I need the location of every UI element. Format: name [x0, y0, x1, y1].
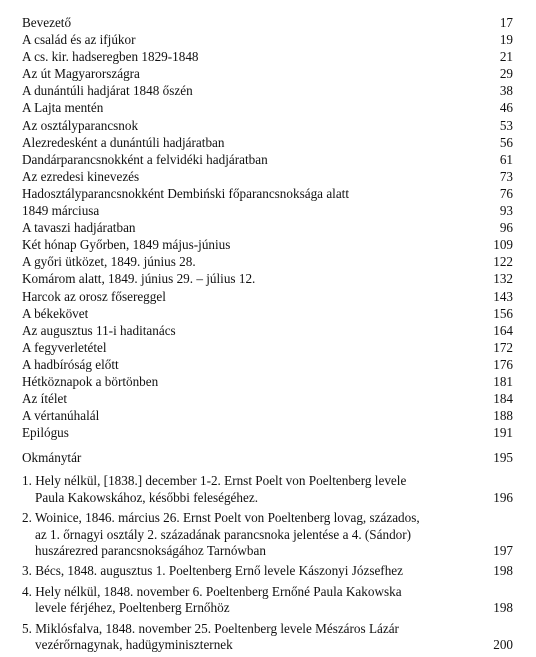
- toc-entry-page: 156: [493, 305, 513, 321]
- toc-entry-title: A tavaszi hadjáratban: [22, 220, 136, 236]
- section-title: Okmánytár: [22, 450, 82, 466]
- toc-entry-title: A békekövet: [22, 305, 89, 321]
- document-entry-text: [22, 621, 399, 654]
- toc-entry: [22, 322, 513, 339]
- document-entry: [22, 584, 513, 617]
- toc-entry-page: 17: [499, 15, 513, 30]
- toc-entry-title: A cs. kir. hadseregben 1829-1848: [22, 49, 199, 65]
- toc-entry-page: 184: [493, 391, 513, 407]
- document-entry-text: [22, 473, 406, 506]
- toc-section-heading: [22, 449, 513, 466]
- document-entry: [22, 510, 513, 559]
- toc-entry: [22, 117, 513, 134]
- toc-entry-page: 73: [499, 168, 513, 184]
- toc-entry-title: A Lajta mentén: [22, 100, 104, 116]
- toc-entry-page: 122: [493, 254, 513, 270]
- toc-entry: [22, 65, 513, 82]
- document-entry-line: 3. Bécs, 1848. augusztus 1. Poeltenberg Ernő levele Kászonyi Józsefhez: [22, 563, 403, 579]
- toc-entry-title: A dunántúli hadjárat 1848 őszén: [22, 83, 193, 99]
- document-entry-page: 198: [493, 600, 513, 616]
- toc-entry-title: Az ezredesi kinevezés: [22, 168, 140, 184]
- toc-entry: [22, 236, 513, 253]
- toc-entry-title: Bevezető: [22, 15, 72, 30]
- toc-entry: [22, 373, 513, 390]
- toc-entry: [22, 31, 513, 48]
- toc-entry-page: 109: [493, 237, 513, 253]
- toc-entry-page: 143: [493, 288, 513, 304]
- toc-entry: [22, 219, 513, 236]
- toc-entry-page: 96: [499, 220, 513, 236]
- toc-entry-page: 93: [499, 203, 513, 219]
- toc-entry: [22, 390, 513, 407]
- toc-entry-title: Epilógus: [22, 425, 69, 441]
- toc-entry-page: 46: [499, 100, 513, 116]
- document-entry-page: 198: [493, 563, 513, 579]
- toc-entry-page: 172: [493, 339, 513, 355]
- toc-entry-page: 38: [499, 83, 513, 99]
- document-entry-line: 1. Hely nélkül, [1838.] december 1-2. Ernst Poelt von Poeltenberg levele: [22, 473, 407, 489]
- toc-entry-page: 29: [499, 66, 513, 82]
- toc-entry: [22, 134, 513, 151]
- toc-entry: [22, 14, 513, 31]
- toc-entry-page: 164: [493, 322, 513, 338]
- toc-entry-title: 1849 márciusa: [22, 203, 100, 219]
- toc-entry: [22, 305, 513, 322]
- toc-entry: [22, 99, 513, 116]
- document-entry-line: 5. Miklósfalva, 1848. november 25. Poeltenberg levele Mészáros Lázár: [22, 620, 399, 636]
- document-entry-text: [22, 563, 403, 579]
- toc-entry-title: Dandárparancsnokként a felvidéki hadjáratban: [22, 151, 268, 167]
- toc-entry-page: 181: [493, 373, 513, 389]
- toc-entry-title: Az augusztus 11-i haditanács: [22, 322, 176, 338]
- toc-entry: [22, 82, 513, 99]
- toc-entry-title: Komárom alatt, 1849. június 29. – július 12.: [22, 271, 256, 287]
- document-entry-line: 4. Hely nélkül, 1848. november 6. Poeltenberg Ernőné Paula Kakowska: [22, 583, 402, 599]
- document-entry-text: [22, 510, 420, 559]
- document-entry: [22, 473, 513, 506]
- toc-entry-page: 21: [499, 49, 513, 65]
- toc-entry-title: A győri ütközet, 1849. június 28.: [22, 254, 196, 270]
- toc-entry: [22, 288, 513, 305]
- toc-entry-page: 53: [499, 117, 513, 133]
- toc-entry-title: A család és az ifjúkor: [22, 32, 136, 48]
- toc-document-list: [22, 473, 513, 653]
- toc-entry: [22, 253, 513, 270]
- document-entry-page: 196: [493, 489, 513, 505]
- toc-entry-title: Hétköznapok a börtönben: [22, 373, 159, 389]
- document-entry-line: levele férjéhez, Poeltenberg Ernőhöz: [35, 600, 230, 616]
- toc-entry-title: Alezredesként a dunántúli hadjáratban: [22, 134, 225, 150]
- toc-entry: [22, 356, 513, 373]
- document-entry-text: [22, 584, 402, 617]
- toc-entry: [22, 168, 513, 185]
- toc-entry-title: Az ítélet: [22, 391, 68, 407]
- toc-entry-page: 61: [499, 151, 513, 167]
- toc-entry-title: A hadbíróság előtt: [22, 356, 119, 372]
- document-entry-page: 197: [493, 542, 513, 558]
- toc-entry-title: A fegyverletétel: [22, 339, 107, 355]
- document-entry-line: Paula Kakowskához, későbbi feleségéhez.: [35, 489, 259, 505]
- toc-entry: [22, 270, 513, 287]
- document-entry: [22, 621, 513, 654]
- toc-entry-page: 19: [499, 32, 513, 48]
- document-entry-line: huszárezred parancsnokságához Tarnówban: [35, 542, 266, 558]
- toc-entry: [22, 185, 513, 202]
- document-entry-line: 2. Woinice, 1846. március 26. Ernst Poelt von Poeltenberg lovag, százados,: [22, 510, 420, 526]
- toc-entry-title: Harcok az orosz fősereggel: [22, 288, 166, 304]
- toc-entry-page: 191: [493, 425, 513, 441]
- document-entry-line: az 1. őrnagyi osztály 2. századának parancsnoka jelentése a 4. (Sándor): [35, 526, 412, 542]
- toc-entry-title: Két hónap Győrben, 1849 május-június: [22, 237, 231, 253]
- toc-entry-page: 188: [493, 408, 513, 424]
- toc-entry: [22, 424, 513, 441]
- toc-entry-title: A vértanúhalál: [22, 408, 100, 424]
- toc-entry-title: Hadosztályparancsnokként Dembiński főparancsnoksága alatt: [22, 185, 350, 201]
- toc-entry-title: Az osztályparancsnok: [22, 117, 139, 133]
- toc-entry-page: 176: [493, 356, 513, 372]
- toc-entry-page: 76: [499, 185, 513, 201]
- document-entry-page: 200: [493, 637, 513, 652]
- document-entry-line: vezérőrnagynak, hadügyminiszternek: [35, 637, 233, 652]
- toc-entry: [22, 48, 513, 65]
- toc-entry-page: 132: [493, 271, 513, 287]
- toc-entry: [22, 202, 513, 219]
- toc-entry: [22, 151, 513, 168]
- toc-entry-page: 56: [499, 134, 513, 150]
- section-page: 195: [493, 450, 513, 466]
- toc-entry: [22, 339, 513, 356]
- toc-entry-title: Az út Magyarországra: [22, 66, 140, 82]
- table-of-contents: [22, 14, 513, 657]
- toc-chapter-list: [22, 14, 513, 441]
- toc-entry: [22, 407, 513, 424]
- document-entry: [22, 563, 513, 579]
